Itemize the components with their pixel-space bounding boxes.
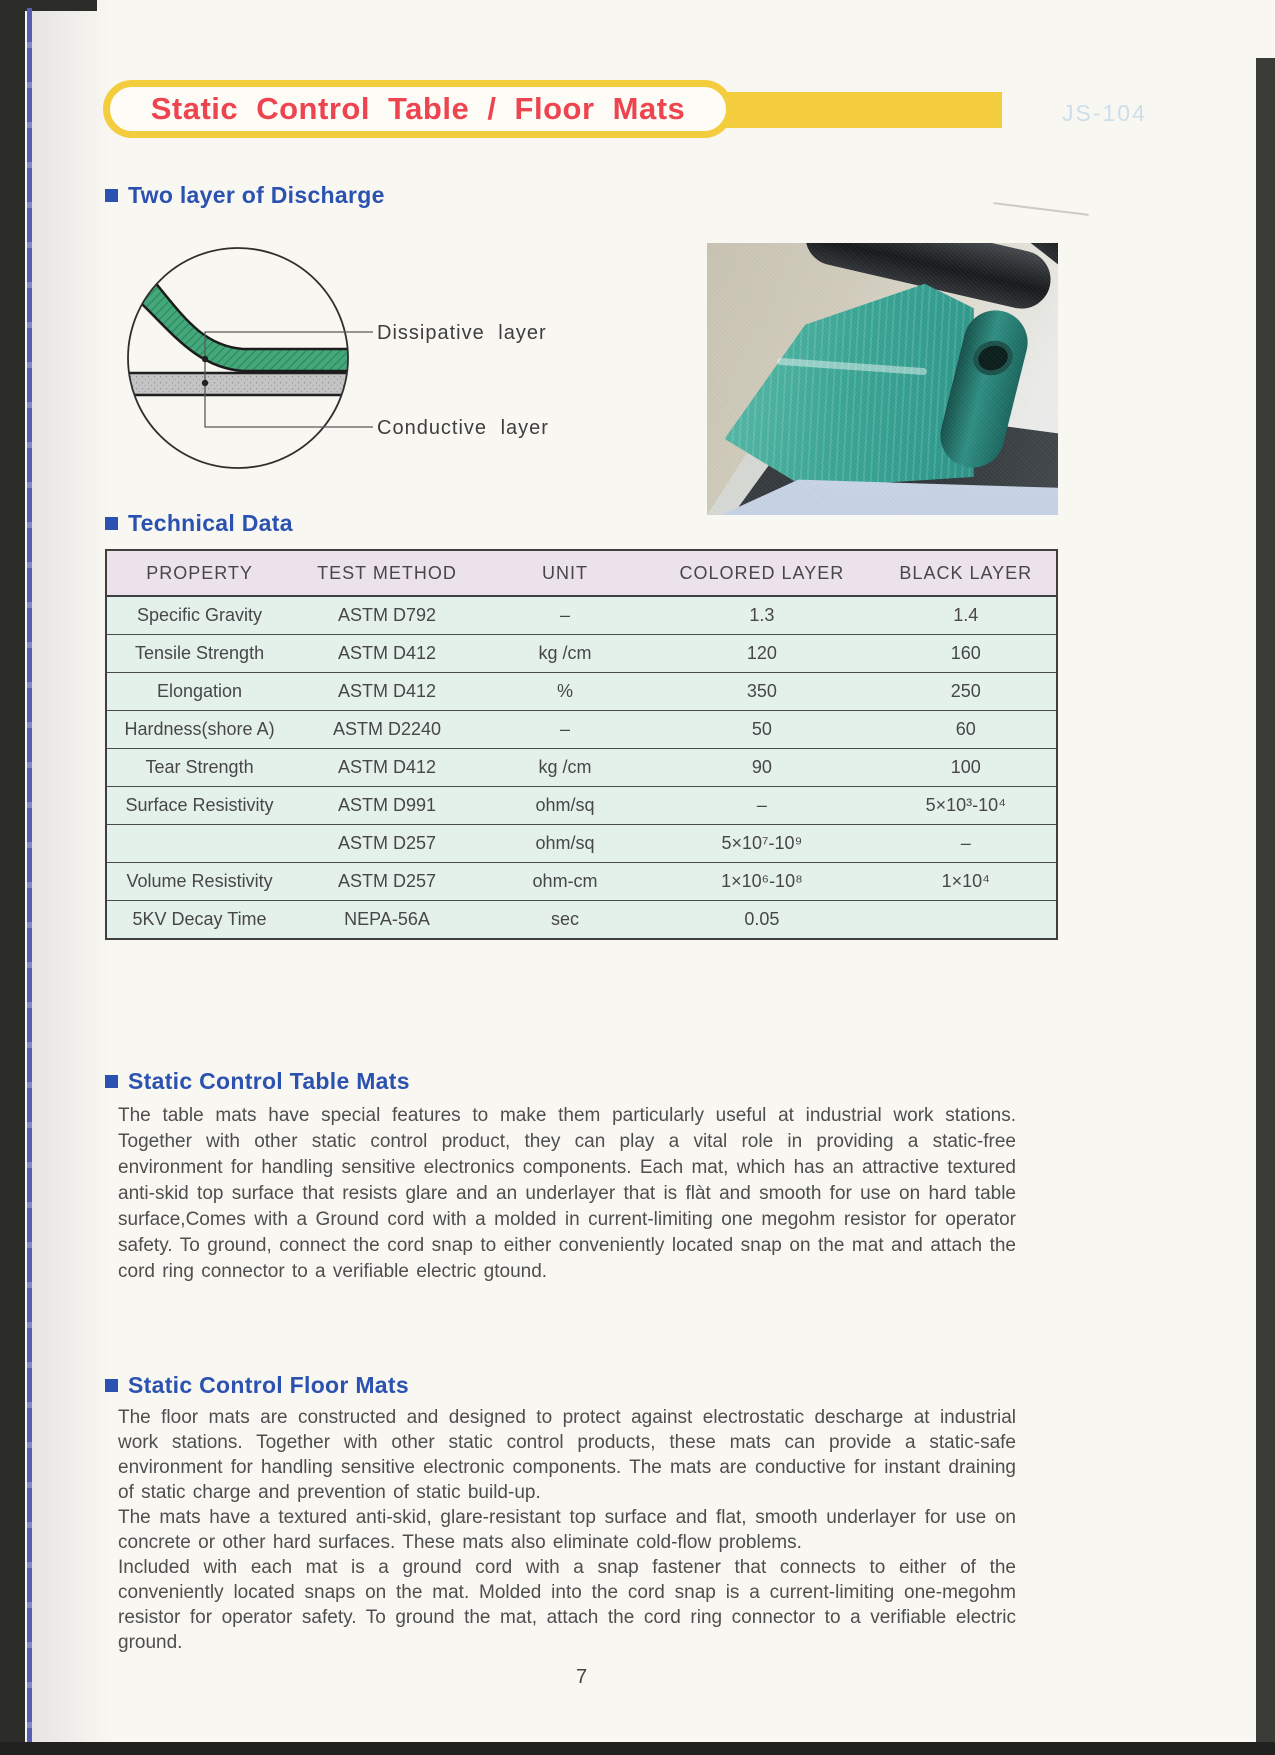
technical-data-table-wrap: [105, 549, 1058, 940]
table-cell: %: [482, 673, 648, 711]
section-heading-table-mats: [105, 1068, 410, 1095]
table-cell: ASTM D2240: [292, 711, 482, 749]
table-mats-text: [118, 1103, 1016, 1285]
table-cell: –: [876, 825, 1057, 863]
table-cell: ASTM D257: [292, 863, 482, 901]
table-cell: 1×10⁴: [876, 863, 1057, 901]
section-heading-label: Static Control Table Mats: [128, 1068, 410, 1094]
table-cell: Tensile Strength: [106, 635, 292, 673]
table-cell: –: [648, 787, 875, 825]
table-cell: 5×10³-10⁴: [876, 787, 1057, 825]
page-number: 7: [575, 1666, 588, 1688]
table-cell: ASTM D792: [292, 596, 482, 635]
table-header-cell: PROPERTY: [106, 550, 292, 596]
floor-mats-paragraph: Included with each mat is a ground cord with a snap fastener that connects to either of the conveniently located snaps on the mat. Molded into the cord snap is a current-limiting one-megohm resistor for operator safety. To ground the mat, attach the cord ring connector to a verifiable electric ground.: [118, 1557, 1016, 1653]
table-cell: –: [482, 596, 648, 635]
table-row: [106, 596, 1057, 635]
table-cell: 350: [648, 673, 875, 711]
page-title: Static Control Table / Floor Mats: [150, 91, 686, 126]
table-cell: 120: [648, 635, 875, 673]
page-title-banner: [103, 80, 733, 138]
dissipative-marker-dot: [202, 356, 208, 362]
scan-artifact-line: [993, 202, 1089, 216]
page-gutter-shadow: [32, 0, 112, 1755]
table-cell: ohm-cm: [482, 863, 648, 901]
table-header-cell: UNIT: [482, 550, 648, 596]
table-cell: 1.4: [876, 596, 1057, 635]
table-cell: 60: [876, 711, 1057, 749]
table-cell: [106, 825, 292, 863]
table-row: [106, 673, 1057, 711]
table-row: [106, 825, 1057, 863]
table-cell: kg /cm: [482, 749, 648, 787]
table-cell: kg /cm: [482, 635, 648, 673]
table-cell: ASTM D412: [292, 673, 482, 711]
floor-mats-paragraph: The floor mats are constructed and designed to protect against electrostatic descharge at industrial work stations. Together with other static control products, these mats can provide a static-safe environment for handling sensitive electronic components. The mats are conductive for instant draining of static charge and prevention of static build-up.: [118, 1407, 1016, 1503]
square-bullet-icon: [105, 189, 118, 202]
scan-edge-notch: [25, 0, 97, 11]
table-header-cell: COLORED LAYER: [648, 550, 875, 596]
scan-edge-bottom: [0, 1742, 1275, 1755]
dissipative-layer-label: Dissipative layer: [377, 322, 547, 344]
mat-layers-graphic: [105, 259, 355, 395]
table-cell: Hardness(shore A): [106, 711, 292, 749]
floor-mats-text: [118, 1405, 1016, 1655]
table-cell: 1.3: [648, 596, 875, 635]
table-cell: Specific Gravity: [106, 596, 292, 635]
photo-halftone-overlay: [707, 243, 1058, 515]
section-heading-label: Static Control Floor Mats: [128, 1372, 409, 1398]
table-row: [106, 749, 1057, 787]
table-cell: Surface Resistivity: [106, 787, 292, 825]
conductive-layer-label: Conductive layer: [377, 417, 549, 439]
table-row: [106, 711, 1057, 749]
table-row: [106, 863, 1057, 901]
table-row: [106, 635, 1057, 673]
section-heading-discharge: [105, 182, 385, 209]
table-cell: 90: [648, 749, 875, 787]
table-cell: ASTM D412: [292, 749, 482, 787]
scan-edge-right: [1256, 58, 1275, 1755]
table-row: [106, 901, 1057, 940]
product-photo: [707, 243, 1058, 515]
square-bullet-icon: [105, 517, 118, 530]
table-header-row: [106, 550, 1057, 596]
table-mats-paragraph: The table mats have special features to make them particularly useful at industrial work stations. Together with other static control product, they can play a vital role in providing a static-free environment for handling sensitive electronics components. Each mat, which has an attractive textured anti-skid top surface that resists glare and an underlayer that is flàt and smooth for use on hard table surface,Comes with a Ground cord with a molded in current-limiting one megohm resistor for operator safety. To ground, connect the cord snap to either conveniently located snap on the mat and attach the cord ring connector to a verifiable electric gtound.: [118, 1105, 1016, 1282]
table-cell: sec: [482, 901, 648, 940]
table-cell: ASTM D991: [292, 787, 482, 825]
table-cell: Tear Strength: [106, 749, 292, 787]
table-row: [106, 787, 1057, 825]
table-cell: 100: [876, 749, 1057, 787]
table-cell: 1×10⁶-10⁸: [648, 863, 875, 901]
section-heading-technical: [105, 510, 293, 537]
table-cell: Elongation: [106, 673, 292, 711]
conductive-marker-dot: [202, 380, 208, 386]
table-cell: –: [482, 711, 648, 749]
square-bullet-icon: [105, 1075, 118, 1088]
floor-mats-paragraph: The mats have a textured anti-skid, glare-resistant top surface and flat, smooth underlayer for use on concrete or other hard surfaces. These mats also eliminate cold-flow problems.: [118, 1507, 1016, 1553]
table-cell: 5KV Decay Time: [106, 901, 292, 940]
table-cell: ohm/sq: [482, 787, 648, 825]
watermark-code: JS-104: [1062, 100, 1147, 126]
layer-diagram: [105, 237, 585, 482]
spine-blue-line: [27, 8, 32, 1742]
table-cell: 250: [876, 673, 1057, 711]
table-cell: 0.05: [648, 901, 875, 940]
table-cell: 50: [648, 711, 875, 749]
section-heading-floor-mats: [105, 1372, 409, 1399]
table-cell: ohm/sq: [482, 825, 648, 863]
technical-data-table: [105, 549, 1058, 940]
table-cell: [876, 901, 1057, 940]
scan-edge-left: [0, 0, 25, 1755]
section-heading-label: Two layer of Discharge: [128, 182, 385, 208]
table-cell: ASTM D412: [292, 635, 482, 673]
table-head: [106, 550, 1057, 596]
table-cell: 5×10⁷-10⁹: [648, 825, 875, 863]
dissipative-layer-shape: [115, 259, 355, 371]
conductive-layer-shape: [105, 373, 355, 395]
table-cell: 160: [876, 635, 1057, 673]
section-heading-label: Technical Data: [128, 510, 293, 536]
table-header-cell: BLACK LAYER: [876, 550, 1057, 596]
square-bullet-icon: [105, 1379, 118, 1392]
table-cell: Volume Resistivity: [106, 863, 292, 901]
table-cell: NEPA-56A: [292, 901, 482, 940]
table-cell: ASTM D257: [292, 825, 482, 863]
table-body: [106, 596, 1057, 939]
table-header-cell: TEST METHOD: [292, 550, 482, 596]
